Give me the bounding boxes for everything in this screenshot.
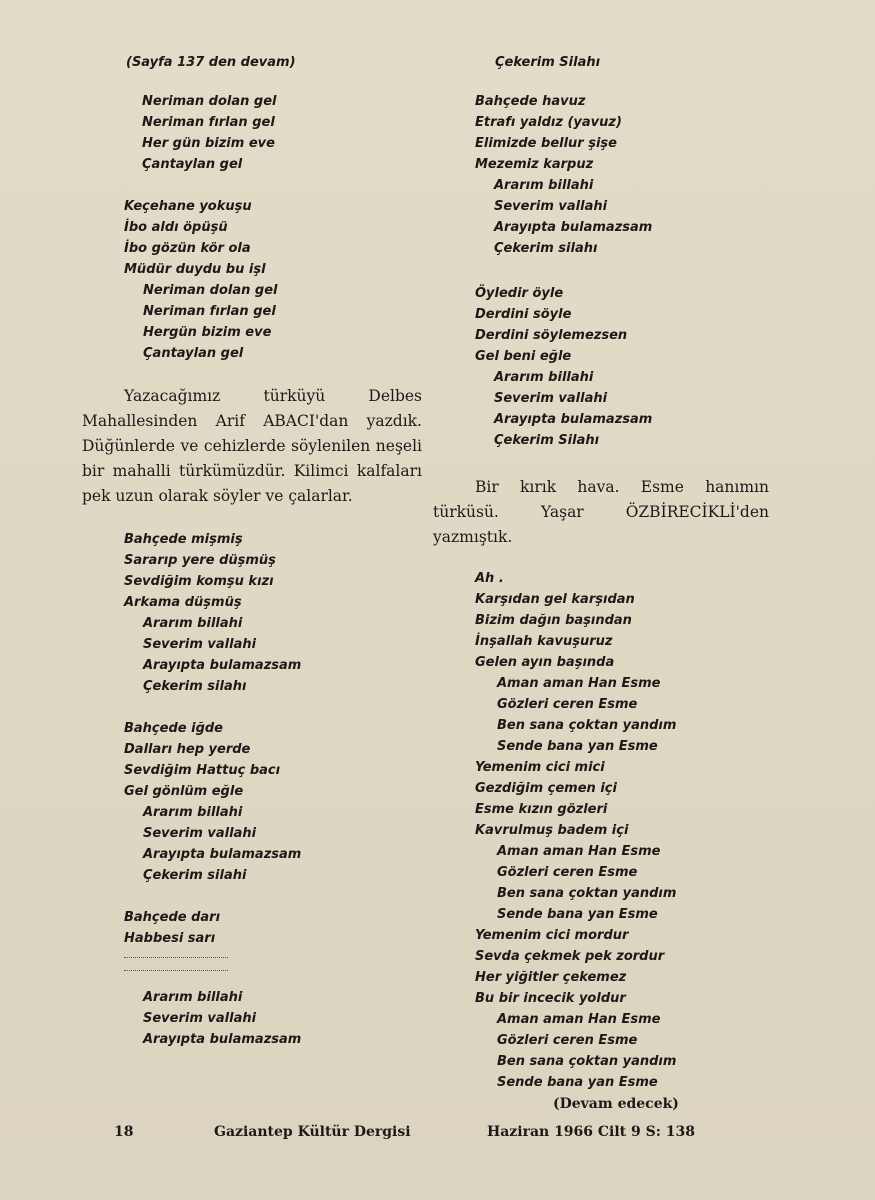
- verse-line: Sevda çekmek pek zordur: [475, 949, 665, 964]
- verse-line: Müdür duydu bu işl: [124, 262, 266, 277]
- verse-line: Aman aman Han Esme: [497, 676, 661, 691]
- verse-line: Ararım billahi: [494, 178, 594, 193]
- verse-line: Karşıdan gel karşıdan: [475, 592, 635, 607]
- stanza: [82, 907, 422, 949]
- verse-line: Bahçede mişmiş: [124, 532, 243, 547]
- verse-line: Bu bir incecik yoldur: [475, 991, 626, 1006]
- divider: [124, 970, 228, 971]
- verse-line: Habbesi sarı: [124, 931, 216, 946]
- verse-line: Severim vallahi: [494, 391, 608, 406]
- verse-line: Sevdiğim Hattuç bacı: [124, 763, 281, 778]
- verse-line: Ararım billahi: [143, 990, 243, 1005]
- verse-line: Sende bana yan Esme: [497, 907, 658, 922]
- verse-line: Çekerim silahı: [494, 241, 598, 256]
- right-column: [433, 52, 813, 1115]
- verse-line: Bizim dağın başından: [475, 613, 632, 628]
- continued-note: (Sayfa 137 den devam): [126, 55, 296, 70]
- verse-line: Severim vallahi: [143, 1011, 257, 1026]
- verse-line: Keçehane yokuşu: [124, 199, 252, 214]
- stanza: [82, 987, 422, 1050]
- verse-line: Ben sana çoktan yandım: [497, 718, 677, 733]
- verse-line: Sevdiğim komşu kızı: [124, 574, 274, 589]
- page-footer: [0, 1124, 875, 1146]
- omission-rules: [124, 957, 422, 971]
- verse-line: Gel beni eğle: [475, 349, 572, 364]
- verse-line: Ararım billahi: [143, 616, 243, 631]
- verse-line: Elimizde bellur şişe: [475, 136, 617, 151]
- journal-name: Gaziantep Kültür Dergisi: [214, 1124, 411, 1140]
- verse-line: Ararım billahi: [143, 805, 243, 820]
- song-heading: Çekerim Silahı: [495, 55, 601, 70]
- verse-line: Neriman dolan gel: [142, 94, 277, 109]
- verse-line: Mezemiz karpuz: [475, 157, 594, 172]
- intro-paragraph: Bir kırık hava. Esme hanımın türküsü. Yaşar ÖZBİRECİKLİ'den yazmıştık.: [433, 478, 769, 546]
- verse-line: Bahçede darı: [124, 910, 221, 925]
- verse-line: Ben sana çoktan yandım: [497, 1054, 677, 1069]
- verse-line: Neriman fırlan gel: [142, 115, 275, 130]
- stanza: [433, 91, 813, 259]
- verse-line: Esme kızın gözleri: [475, 802, 608, 817]
- stanza: [82, 196, 422, 364]
- verse-line: Arayıpta bulamazsam: [143, 658, 302, 673]
- verse-line: Gözleri ceren Esme: [497, 1033, 638, 1048]
- page-number: 18: [114, 1124, 134, 1140]
- verse-line: Aman aman Han Esme: [497, 844, 661, 859]
- verse-line: Sararıp yere düşmüş: [124, 553, 276, 568]
- verse-line: Gözleri ceren Esme: [497, 697, 638, 712]
- verse-line: Arayıpta bulamazsam: [494, 220, 653, 235]
- verse-line: Çekerim silahi: [143, 868, 247, 883]
- verse-line: Derdini söylemezsen: [475, 328, 628, 343]
- stanza: [82, 529, 422, 697]
- verse-line: Öyledir öyle: [475, 286, 564, 301]
- verse-line: Arayıpta bulamazsam: [143, 847, 302, 862]
- verse-line: Gel gönlüm eğle: [124, 784, 244, 799]
- verse-line: Arkama düşmüş: [124, 595, 242, 610]
- verse-line: Bahçede iğde: [124, 721, 223, 736]
- verse-line: Yemenim cici mordur: [475, 928, 629, 943]
- verse-line: Severim vallahi: [494, 199, 608, 214]
- verse-line: Gözleri ceren Esme: [497, 865, 638, 880]
- verse-line: Her gün bizim eve: [142, 136, 275, 151]
- intro-paragraph: Yazacağımız türküyü Delbes Mahallesinden Arif ABACI'dan yazdık. Düğünlerde ve cehizlerde söylenilen neşeli bir mahalli türkümüzdür. Kilimci kalfaları pek uzun olarak söyler ve çalarlar.: [82, 387, 422, 505]
- verse-line: İbo gözün kör ola: [124, 241, 251, 256]
- verse-line: Arayıpta bulamazsam: [494, 412, 653, 427]
- verse-line: Ben sana çoktan yandım: [497, 886, 677, 901]
- verse-line: Çantaylan gel: [142, 157, 243, 172]
- verse-line: Neriman dolan gel: [143, 283, 278, 298]
- verse-line: Dalları hep yerde: [124, 742, 251, 757]
- stanza: [433, 283, 813, 451]
- verse-line: Ah .: [475, 571, 504, 586]
- stanza: [82, 718, 422, 886]
- verse-line: Sende bana yan Esme: [497, 1075, 658, 1090]
- verse-line: Sende bana yan Esme: [497, 739, 658, 754]
- verse-line: Ararım billahi: [494, 370, 594, 385]
- divider: [124, 957, 228, 958]
- verse-line: Kavrulmuş badem içi: [475, 823, 629, 838]
- verse-line: Aman aman Han Esme: [497, 1012, 661, 1027]
- verse-line: Hergün bizim eve: [143, 325, 272, 340]
- verse-line: Derdini söyle: [475, 307, 572, 322]
- verse-line: Gezdiğim çemen içi: [475, 781, 617, 796]
- song-verses: [433, 568, 813, 1093]
- verse-line: Etrafı yaldız (yavuz): [475, 115, 622, 130]
- stanza: [82, 91, 422, 175]
- verse-line: Arayıpta bulamazsam: [143, 1032, 302, 1047]
- verse-line: İbo aldı öpüşü: [124, 220, 228, 235]
- verse-line: İnşallah kavuşuruz: [475, 634, 613, 649]
- verse-line: Çekerim Silahı: [494, 433, 600, 448]
- verse-line: Bahçede havuz: [475, 94, 586, 109]
- verse-line: Severim vallahi: [143, 637, 257, 652]
- verse-line: Yemenim cici mici: [475, 760, 605, 775]
- left-column: [82, 52, 422, 1050]
- verse-line: Severim vallahi: [143, 826, 257, 841]
- verse-line: Çantaylan gel: [143, 346, 244, 361]
- to-be-continued-note: (Devam edecek): [553, 1096, 679, 1112]
- issue-info: Haziran 1966 Cilt 9 S: 138: [487, 1124, 696, 1140]
- verse-line: Neriman fırlan gel: [143, 304, 276, 319]
- verse-line: Çekerim silahı: [143, 679, 247, 694]
- verse-line: Her yiğitler çekemez: [475, 970, 627, 985]
- verse-line: Gelen ayın başında: [475, 655, 615, 670]
